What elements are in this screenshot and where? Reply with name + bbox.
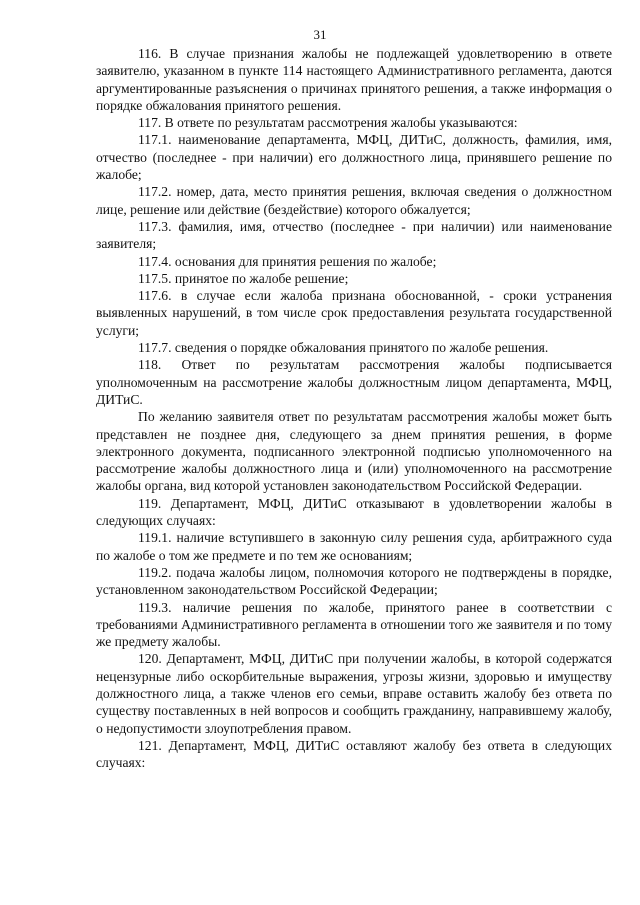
paragraph-117-4: 117.4. основания для принятия решения по жалобе; [138, 253, 437, 269]
paragraph-117: 117. В ответе по результатам рассмотрения жалобы указываются: [138, 115, 518, 131]
paragraph-118-electronic: По желанию заявителя ответ по результатам рассмотрения жалобы может быть представлен не позднее дня, следующего за днем принятия решения, в форме электронного документа, подписанного электронной подписью уполномоченного на рассмотрение жалобы должностного лица и (или) уполномоченного на рассмотрение жалобы органа, вид которой установлен законодательством Российской Федерации. [96, 409, 612, 494]
paragraph-121: 121. Департамент, МФЦ, ДИТиС оставляют жалобу без ответа в следующих случаях: [96, 737, 612, 771]
page-number: 31 [313, 27, 327, 42]
paragraph-117-5: 117.5. принятое по жалобе решение; [138, 270, 349, 286]
paragraph-117-6: 117.6. в случае если жалоба признана обоснованной, - сроки устранения выявленных нарушений, в том числе срок предоставления результата государственной услуги; [96, 288, 612, 338]
document-body [96, 45, 612, 771]
paragraph-117-2: 117.2. номер, дата, место принятия решения, включая сведения о должностном лице, решение или действие (бездействие) которого обжалуется; [96, 184, 612, 217]
paragraph-118: 118. Ответ по результатам рассмотрения жалобы подписывается уполномоченным на рассмотрение жалобы должностным лицом департамента, МФЦ, ДИТиС. [96, 357, 612, 407]
paragraph-116: 116. В случае признания жалобы не подлежащей удовлетворению в ответе заявителю, указанном в пункте 114 настоящего Административного регламента, даются аргументированные разъяснения о причинах принятого решения, а также информация о порядке обжалования принятого решения. [96, 46, 612, 113]
paragraph-117-3: 117.3. фамилия, имя, отчество (последнее - при наличии) или наименование заявителя; [96, 218, 612, 252]
paragraph-119-2: 119.2. подача жалобы лицом, полномочия которого не подтверждены в порядке, установленном законодательством Российской Федерации; [96, 564, 612, 598]
paragraph-120: 120. Департамент, МФЦ, ДИТиС при получении жалобы, в которой содержатся нецензурные либо оскорбительные выражения, угрозы жизни, здоровью и имуществу должностного лица, а также членов его семьи, вправе оставить жалобу без ответа по существу поставленных в ней вопросов и сообщить гражданину, направившему жалобу, о недопустимости злоупотребления правом. [96, 651, 612, 736]
paragraph-117-7: 117.7. сведения о порядке обжалования принятого по жалобе решения. [138, 340, 549, 356]
paragraph-117-1: 117.1. наименование департамента, МФЦ, ДИТиС, должность, фамилия, имя, отчество (последнее - при наличии) его должностного лица, принявшего решение по жалобе; [96, 132, 612, 183]
paragraph-119-1: 119.1. наличие вступившего в законную силу решения суда, арбитражного суда по жалобе о том же предмете и по тем же основаниям; [96, 530, 612, 563]
paragraph-119-3: 119.3. наличие решения по жалобе, принятого ранее в соответствии с требованиями Административного регламента в отношении того же заявителя и по тому же предмету жалобы. [96, 599, 612, 650]
paragraph-119: 119. Департамент, МФЦ, ДИТиС отказывают в удовлетворении жалобы в следующих случаях: [96, 495, 612, 529]
